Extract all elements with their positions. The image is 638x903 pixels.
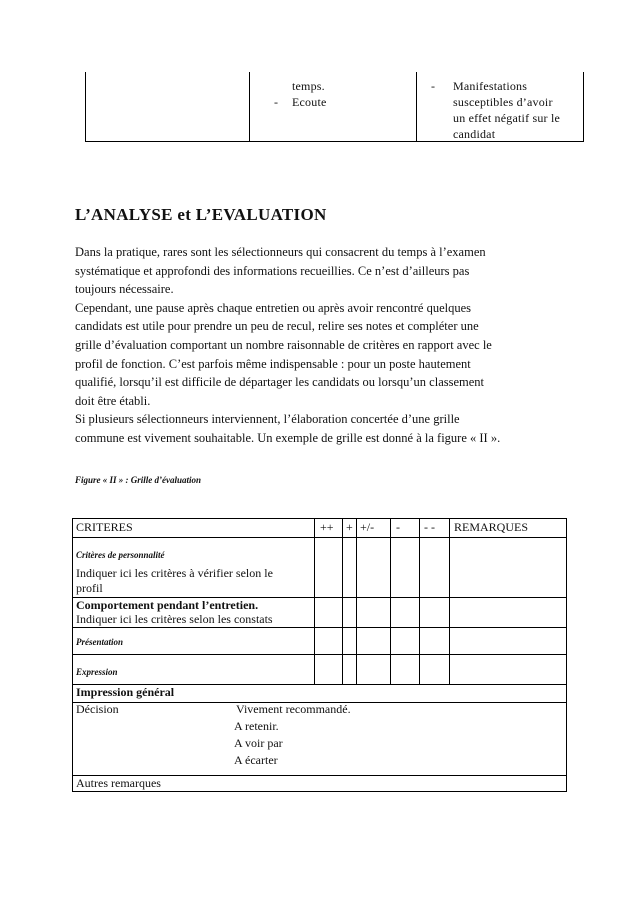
impression-label: Impression général [76, 685, 175, 699]
table-cell-empty [86, 72, 250, 141]
expression-label: Expression [76, 667, 118, 677]
grid-rule [73, 654, 566, 655]
header-double-minus: - - [424, 520, 435, 534]
grid-rule [314, 519, 315, 684]
behaviour-instruction: Indiquer ici les critères selon les constats [76, 612, 273, 626]
table-cell-listening [249, 72, 417, 141]
paragraph-line: Dans la pratique, rares sont les sélectionneurs qui consacrent du temps à l’examen [75, 245, 486, 259]
body-paragraph [75, 243, 575, 448]
header-minus: - [396, 520, 400, 534]
criteria-instruction: profil [76, 581, 103, 595]
cell-text: Manifestations [453, 79, 528, 93]
bullet-dash: - [274, 95, 278, 109]
criteria-instruction: Indiquer ici les critères à vérifier selon le [76, 566, 273, 580]
cell-text: un effet négatif sur le [453, 111, 561, 125]
paragraph-line: grille d’évaluation comportant un nombre raisonnable de critères en rapport avec le [75, 337, 492, 352]
grid-rule [73, 537, 566, 538]
decision-option: A retenir. [234, 719, 279, 733]
paragraph-line: Cependant, une pause après chaque entretien ou après avoir rencontré quelques [75, 300, 472, 315]
cell-text: temps. [292, 79, 325, 93]
decision-option: Vivement recommandé. [236, 702, 351, 716]
paragraph-line: doit être établi. [75, 393, 151, 408]
grid-rule [73, 627, 566, 628]
grid-rule [356, 519, 357, 684]
paragraph-line: candidats est utile pour prendre un peu de recul, relire ses notes et compléter une [75, 319, 479, 334]
cell-text: Ecoute [292, 95, 327, 109]
decision-option: A écarter [234, 753, 278, 767]
grid-rule [449, 519, 450, 684]
evaluation-grid [72, 518, 567, 792]
section-title: L’ANALYSE et L’EVALUATION [75, 205, 327, 224]
grid-rule [390, 519, 391, 684]
continuation-table [85, 72, 584, 142]
header-plus: + [346, 520, 353, 534]
paragraph-line: toujours nécessaire. [75, 282, 174, 297]
header-double-plus: ++ [320, 520, 334, 534]
paragraph-line: qualifié, lorsqu’il est difficile de départager les candidats ou lorsqu’un classement [75, 375, 485, 390]
paragraph-line: profil de fonction. C’est parfois même indispensable : pour un poste hautement [75, 356, 471, 371]
grid-rule [419, 519, 420, 684]
grid-rule [342, 519, 343, 684]
table-cell-manifestations [416, 72, 585, 141]
decision-label: Décision [76, 702, 119, 716]
bullet-dash: - [431, 79, 435, 93]
header-plus-minus: +/- [360, 520, 375, 534]
header-criteres: CRITERES [76, 520, 133, 534]
criteria-personality-label: Critères de personnalité [76, 550, 165, 560]
cell-text: susceptibles d’avoir [453, 95, 553, 109]
other-remarks-label: Autres remarques [76, 776, 161, 790]
paragraph-line: commune est vivement souhaitable. Un exemple de grille est donné à la figure « II ». [75, 430, 501, 445]
decision-option: A voir par [234, 736, 283, 750]
figure-caption: Figure « II » : Grille d’évaluation [75, 475, 202, 485]
presentation-label: Présentation [76, 637, 124, 647]
paragraph-line: Si plusieurs sélectionneurs interviennent, l’élaboration concertée d’une grille [75, 412, 460, 427]
header-remarques: REMARQUES [454, 520, 529, 534]
cell-text: candidat [453, 127, 496, 141]
paragraph-line: systématique et approfondi des informations recueillies. Ce n’est d’ailleurs pas [75, 263, 470, 278]
behaviour-label: Comportement pendant l’entretien. [76, 598, 259, 612]
